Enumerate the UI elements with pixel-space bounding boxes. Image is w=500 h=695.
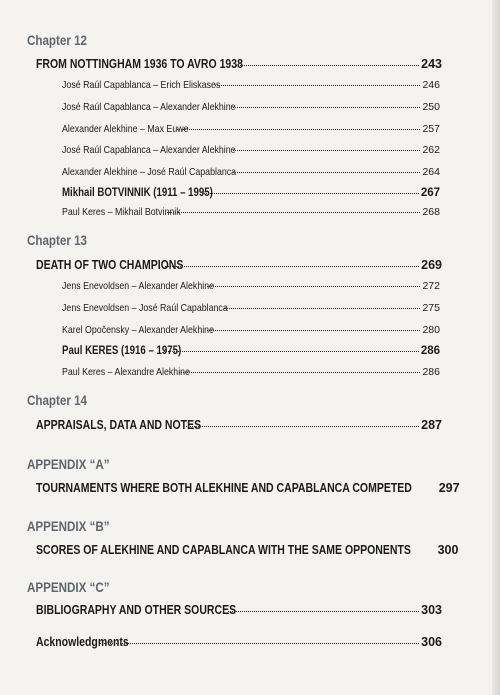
toc-entry[interactable] (36, 481, 460, 495)
toc-subentry[interactable] (62, 123, 440, 135)
page-number: 268 (422, 206, 440, 218)
dot-leader (228, 610, 420, 612)
toc-entry[interactable] (36, 418, 442, 432)
section-heading: Chapter 12 (27, 33, 88, 48)
entry-title: Paul Keres – Alexandre Alekhine (62, 366, 190, 378)
entry-title: Paul Keres – Mikhail Botvinnik (62, 206, 181, 218)
toc-subentry[interactable] (62, 366, 440, 378)
page-number: 250 (422, 101, 440, 113)
toc-entry[interactable] (36, 57, 442, 71)
page-number: 272 (422, 280, 440, 292)
entry-title: Alexander Alekhine – José Raúl Capablanca (62, 166, 237, 178)
entry-title: DEATH OF TWO CHAMPIONS (36, 258, 184, 272)
page-number: 267 (420, 187, 440, 199)
entry-title: Acknowledgments (36, 635, 129, 649)
toc-subentry[interactable] (62, 166, 440, 178)
entry-title: BIBLIOGRAPHY AND OTHER SOURCES (36, 603, 237, 617)
dot-leader (207, 329, 420, 331)
toc-subentry[interactable] (62, 302, 440, 314)
page-number: 280 (422, 324, 440, 336)
page-number: 286 (420, 345, 440, 357)
entry-title: APPRAISALS, DATA AND NOTES (36, 418, 202, 432)
entry-title: Karel Opočensky – Alexander Alekhine (62, 324, 215, 336)
dot-leader (179, 371, 421, 373)
entry-title: Paul KERES (1916 – 1975) (62, 345, 182, 357)
entry-title: Mikhail BOTVINNIK (1911 – 1995) (62, 187, 213, 199)
page-number: 246 (422, 79, 440, 91)
dot-leader (167, 211, 420, 213)
dot-leader (164, 350, 418, 352)
toc-subentry[interactable] (62, 324, 440, 336)
toc-entry[interactable] (36, 603, 442, 617)
dot-leader (236, 64, 420, 66)
page-number: 264 (422, 166, 440, 178)
dot-leader (177, 128, 421, 130)
toc-subentry[interactable] (62, 187, 440, 199)
page-number: 303 (421, 603, 442, 617)
toc-subentry[interactable] (62, 206, 440, 218)
dot-leader (233, 149, 421, 151)
entry-title: SCORES OF ALEKHINE AND CAPABLANCA WITH THE SAME OPPONENTS (36, 543, 411, 557)
entry-title: TOURNAMENTS WHERE BOTH ALEKHINE AND CAPABLANCA COMPETED (36, 481, 412, 495)
dot-leader (165, 265, 419, 267)
dot-leader (233, 171, 420, 173)
dot-leader (224, 307, 421, 309)
entry-title: José Raúl Capablanca – Erich Eliskases (62, 79, 221, 91)
page-number: 275 (422, 302, 440, 314)
page-number: 269 (421, 258, 442, 272)
page-number: 257 (422, 123, 440, 135)
dot-leader (100, 642, 419, 644)
dot-leader (202, 192, 419, 194)
toc-subentry[interactable] (62, 101, 440, 113)
toc-subentry[interactable] (62, 79, 440, 91)
entry-title: Alexander Alekhine – Max Euwe (62, 123, 189, 135)
entry-title: José Raúl Capablanca – Alexander Alekhine (62, 144, 236, 156)
page-number: 306 (421, 635, 442, 649)
page-number: 243 (421, 57, 442, 71)
section-heading: APPENDIX “A” (27, 457, 110, 472)
section-heading: APPENDIX “B” (27, 519, 110, 534)
page-number: 300 (437, 543, 459, 557)
page-number: 286 (422, 366, 440, 378)
dot-leader (207, 285, 420, 287)
page-number: 297 (438, 481, 460, 495)
entry-title: Jens Enevoldsen – Alexander Alekhine (62, 280, 215, 292)
section-heading: Chapter 13 (27, 233, 88, 248)
dot-leader (233, 106, 421, 108)
toc-subentry[interactable] (62, 280, 440, 292)
toc-entry[interactable] (36, 258, 442, 272)
entry-title: José Raúl Capablanca – Alexander Alekhine (62, 101, 236, 113)
section-heading: APPENDIX “C” (27, 580, 110, 595)
page-number: 287 (421, 418, 442, 432)
entry-title: FROM NOTTINGHAM 1936 TO AVRO 1938 (36, 57, 243, 71)
page-edge-shadow (492, 0, 500, 695)
toc-subentry[interactable] (62, 345, 440, 357)
toc-entry[interactable] (36, 543, 459, 557)
toc-subentry[interactable] (62, 144, 440, 156)
entry-title: Jens Enevoldsen – José Raúl Capablanca (62, 302, 228, 314)
dot-leader (186, 425, 419, 427)
section-heading: Chapter 14 (27, 393, 88, 408)
toc-entry[interactable] (36, 635, 442, 649)
page-number: 262 (422, 144, 440, 156)
dot-leader (215, 84, 421, 86)
